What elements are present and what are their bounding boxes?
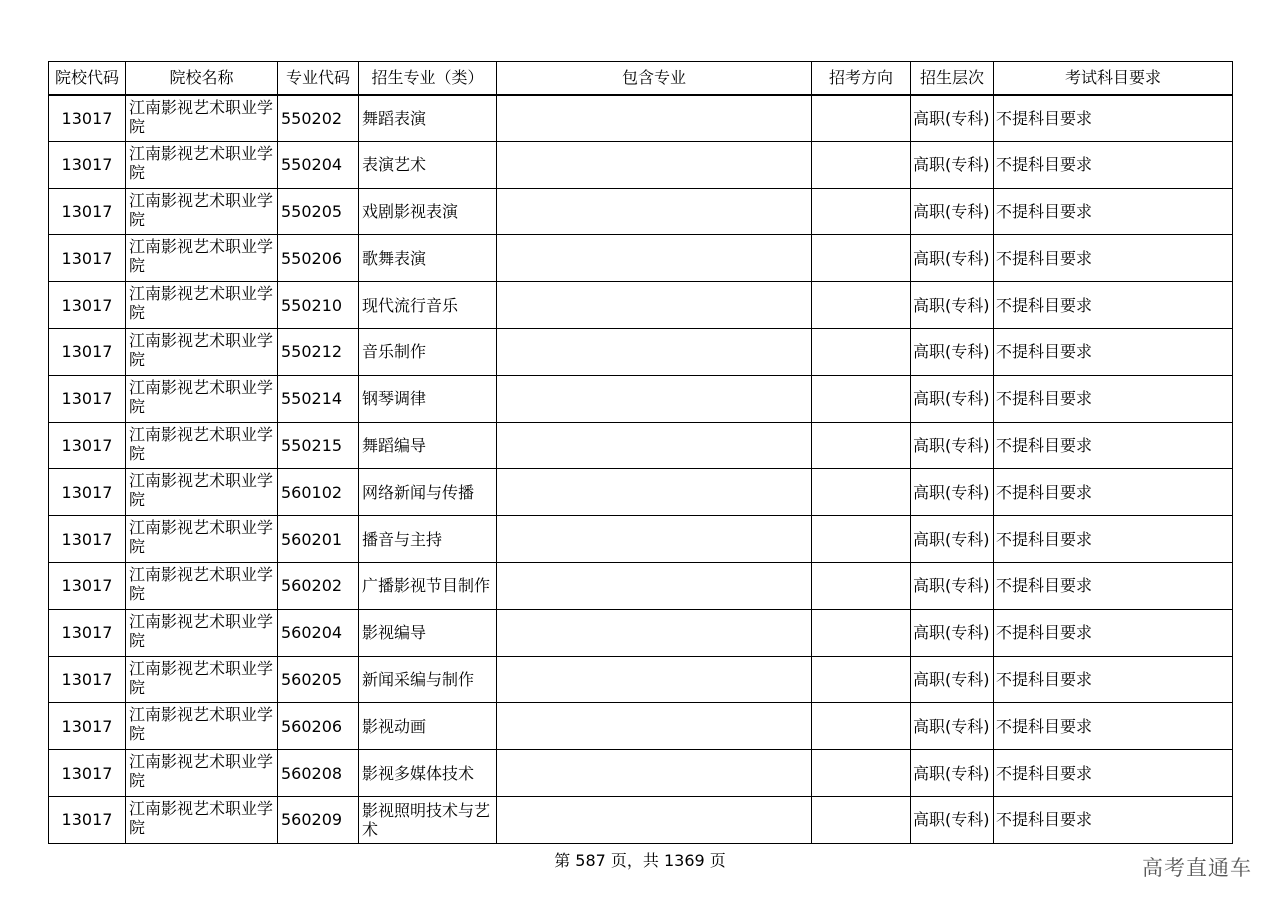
cell-level: 高职(专科) bbox=[911, 656, 994, 703]
cell-included-majors bbox=[497, 469, 812, 516]
cell-school-code: 13017 bbox=[49, 328, 126, 375]
cell-school-name: 江南影视艺术职业学院 bbox=[126, 235, 278, 282]
cell-level: 高职(专科) bbox=[911, 95, 994, 142]
cell-direction bbox=[812, 750, 911, 797]
cell-level: 高职(专科) bbox=[911, 141, 994, 188]
cell-requirement: 不提科目要求 bbox=[994, 422, 1233, 469]
admissions-table bbox=[48, 61, 1233, 844]
cell-major: 表演艺术 bbox=[359, 141, 497, 188]
cell-school-name: 江南影视艺术职业学院 bbox=[126, 796, 278, 843]
cell-major-code: 550214 bbox=[278, 375, 359, 422]
cell-level: 高职(专科) bbox=[911, 235, 994, 282]
cell-requirement: 不提科目要求 bbox=[994, 516, 1233, 563]
cell-included-majors bbox=[497, 422, 812, 469]
cell-school-name: 江南影视艺术职业学院 bbox=[126, 282, 278, 329]
cell-major-code: 560202 bbox=[278, 562, 359, 609]
table-row bbox=[49, 656, 1233, 703]
cell-school-name: 江南影视艺术职业学院 bbox=[126, 95, 278, 142]
cell-major-code: 560205 bbox=[278, 656, 359, 703]
table-row bbox=[49, 328, 1233, 375]
cell-level: 高职(专科) bbox=[911, 703, 994, 750]
cell-included-majors bbox=[497, 328, 812, 375]
cell-major: 播音与主持 bbox=[359, 516, 497, 563]
watermark-logo-text: 高考直通车 bbox=[1142, 856, 1252, 880]
cell-school-code: 13017 bbox=[49, 235, 126, 282]
cell-direction bbox=[812, 188, 911, 235]
header-school-name: 院校名称 bbox=[126, 62, 278, 95]
cell-included-majors bbox=[497, 562, 812, 609]
cell-direction bbox=[812, 422, 911, 469]
cell-direction bbox=[812, 328, 911, 375]
cell-direction bbox=[812, 141, 911, 188]
cell-major-code: 560204 bbox=[278, 609, 359, 656]
cell-requirement: 不提科目要求 bbox=[994, 188, 1233, 235]
table-row bbox=[49, 796, 1233, 843]
cell-included-majors bbox=[497, 375, 812, 422]
cell-included-majors bbox=[497, 141, 812, 188]
cell-requirement: 不提科目要求 bbox=[994, 656, 1233, 703]
cell-requirement: 不提科目要求 bbox=[994, 235, 1233, 282]
cell-school-name: 江南影视艺术职业学院 bbox=[126, 750, 278, 797]
cell-included-majors bbox=[497, 796, 812, 843]
cell-included-majors bbox=[497, 703, 812, 750]
cell-level: 高职(专科) bbox=[911, 469, 994, 516]
cell-included-majors bbox=[497, 282, 812, 329]
cell-major: 新闻采编与制作 bbox=[359, 656, 497, 703]
header-major: 招生专业（类） bbox=[359, 62, 497, 95]
cell-level: 高职(专科) bbox=[911, 375, 994, 422]
cell-direction bbox=[812, 469, 911, 516]
cell-major: 舞蹈编导 bbox=[359, 422, 497, 469]
cell-school-name: 江南影视艺术职业学院 bbox=[126, 422, 278, 469]
cell-school-name: 江南影视艺术职业学院 bbox=[126, 609, 278, 656]
cell-level: 高职(专科) bbox=[911, 750, 994, 797]
table-row bbox=[49, 750, 1233, 797]
cell-major: 戏剧影视表演 bbox=[359, 188, 497, 235]
cell-school-code: 13017 bbox=[49, 656, 126, 703]
table-row bbox=[49, 422, 1233, 469]
cell-requirement: 不提科目要求 bbox=[994, 562, 1233, 609]
cell-school-code: 13017 bbox=[49, 469, 126, 516]
cell-school-code: 13017 bbox=[49, 609, 126, 656]
page-number: 第 587 页，共 1369 页 bbox=[554, 851, 726, 870]
cell-school-code: 13017 bbox=[49, 375, 126, 422]
cell-school-code: 13017 bbox=[49, 796, 126, 843]
cell-included-majors bbox=[497, 188, 812, 235]
cell-requirement: 不提科目要求 bbox=[994, 703, 1233, 750]
cell-major-code: 560102 bbox=[278, 469, 359, 516]
cell-major: 钢琴调律 bbox=[359, 375, 497, 422]
table-row bbox=[49, 282, 1233, 329]
cell-level: 高职(专科) bbox=[911, 328, 994, 375]
cell-school-name: 江南影视艺术职业学院 bbox=[126, 562, 278, 609]
cell-level: 高职(专科) bbox=[911, 282, 994, 329]
cell-major: 现代流行音乐 bbox=[359, 282, 497, 329]
cell-level: 高职(专科) bbox=[911, 516, 994, 563]
cell-major-code: 550204 bbox=[278, 141, 359, 188]
cell-direction bbox=[812, 796, 911, 843]
cell-direction bbox=[812, 95, 911, 142]
cell-requirement: 不提科目要求 bbox=[994, 469, 1233, 516]
cell-major: 网络新闻与传播 bbox=[359, 469, 497, 516]
cell-school-code: 13017 bbox=[49, 750, 126, 797]
header-requirement: 考试科目要求 bbox=[994, 62, 1233, 95]
cell-included-majors bbox=[497, 235, 812, 282]
cell-major: 音乐制作 bbox=[359, 328, 497, 375]
table-row bbox=[49, 562, 1233, 609]
table-row bbox=[49, 516, 1233, 563]
cell-direction bbox=[812, 375, 911, 422]
cell-major-code: 560209 bbox=[278, 796, 359, 843]
table-row bbox=[49, 95, 1233, 142]
cell-school-code: 13017 bbox=[49, 282, 126, 329]
header-included-majors: 包含专业 bbox=[497, 62, 812, 95]
cell-major: 舞蹈表演 bbox=[359, 95, 497, 142]
cell-school-name: 江南影视艺术职业学院 bbox=[126, 328, 278, 375]
cell-major-code: 550205 bbox=[278, 188, 359, 235]
table-row bbox=[49, 188, 1233, 235]
cell-requirement: 不提科目要求 bbox=[994, 796, 1233, 843]
cell-major-code: 550206 bbox=[278, 235, 359, 282]
cell-direction bbox=[812, 609, 911, 656]
cell-requirement: 不提科目要求 bbox=[994, 95, 1233, 142]
cell-level: 高职(专科) bbox=[911, 796, 994, 843]
cell-included-majors bbox=[497, 656, 812, 703]
cell-direction bbox=[812, 656, 911, 703]
cell-direction bbox=[812, 235, 911, 282]
cell-requirement: 不提科目要求 bbox=[994, 328, 1233, 375]
table-row bbox=[49, 375, 1233, 422]
cell-school-name: 江南影视艺术职业学院 bbox=[126, 141, 278, 188]
cell-requirement: 不提科目要求 bbox=[994, 141, 1233, 188]
cell-direction bbox=[812, 562, 911, 609]
table-header-row bbox=[49, 62, 1233, 95]
cell-school-name: 江南影视艺术职业学院 bbox=[126, 469, 278, 516]
header-level: 招生层次 bbox=[911, 62, 994, 95]
header-school-code: 院校代码 bbox=[49, 62, 126, 95]
cell-major: 歌舞表演 bbox=[359, 235, 497, 282]
table-row bbox=[49, 141, 1233, 188]
cell-included-majors bbox=[497, 516, 812, 563]
cell-requirement: 不提科目要求 bbox=[994, 375, 1233, 422]
cell-major-code: 560206 bbox=[278, 703, 359, 750]
cell-school-name: 江南影视艺术职业学院 bbox=[126, 516, 278, 563]
cell-direction bbox=[812, 703, 911, 750]
cell-direction bbox=[812, 282, 911, 329]
cell-school-name: 江南影视艺术职业学院 bbox=[126, 656, 278, 703]
cell-major: 影视照明技术与艺术 bbox=[359, 796, 497, 843]
cell-requirement: 不提科目要求 bbox=[994, 609, 1233, 656]
cell-major: 影视多媒体技术 bbox=[359, 750, 497, 797]
cell-major-code: 560208 bbox=[278, 750, 359, 797]
cell-major: 广播影视节目制作 bbox=[359, 562, 497, 609]
cell-major: 影视编导 bbox=[359, 609, 497, 656]
cell-school-name: 江南影视艺术职业学院 bbox=[126, 375, 278, 422]
cell-major-code: 550210 bbox=[278, 282, 359, 329]
table-row bbox=[49, 703, 1233, 750]
cell-included-majors bbox=[497, 609, 812, 656]
cell-major-code: 550212 bbox=[278, 328, 359, 375]
cell-included-majors bbox=[497, 95, 812, 142]
cell-school-code: 13017 bbox=[49, 516, 126, 563]
cell-level: 高职(专科) bbox=[911, 562, 994, 609]
table-row bbox=[49, 235, 1233, 282]
cell-level: 高职(专科) bbox=[911, 422, 994, 469]
cell-school-code: 13017 bbox=[49, 562, 126, 609]
cell-school-code: 13017 bbox=[49, 422, 126, 469]
table-row bbox=[49, 469, 1233, 516]
header-major-code: 专业代码 bbox=[278, 62, 359, 95]
cell-major-code: 550202 bbox=[278, 95, 359, 142]
cell-major-code: 550215 bbox=[278, 422, 359, 469]
cell-level: 高职(专科) bbox=[911, 609, 994, 656]
cell-school-code: 13017 bbox=[49, 188, 126, 235]
cell-school-code: 13017 bbox=[49, 95, 126, 142]
cell-school-code: 13017 bbox=[49, 703, 126, 750]
cell-direction bbox=[812, 516, 911, 563]
table-row bbox=[49, 609, 1233, 656]
cell-major-code: 560201 bbox=[278, 516, 359, 563]
cell-level: 高职(专科) bbox=[911, 188, 994, 235]
cell-school-name: 江南影视艺术职业学院 bbox=[126, 703, 278, 750]
cell-requirement: 不提科目要求 bbox=[994, 282, 1233, 329]
cell-major: 影视动画 bbox=[359, 703, 497, 750]
cell-school-name: 江南影视艺术职业学院 bbox=[126, 188, 278, 235]
cell-requirement: 不提科目要求 bbox=[994, 750, 1233, 797]
header-direction: 招考方向 bbox=[812, 62, 911, 95]
cell-school-code: 13017 bbox=[49, 141, 126, 188]
cell-included-majors bbox=[497, 750, 812, 797]
